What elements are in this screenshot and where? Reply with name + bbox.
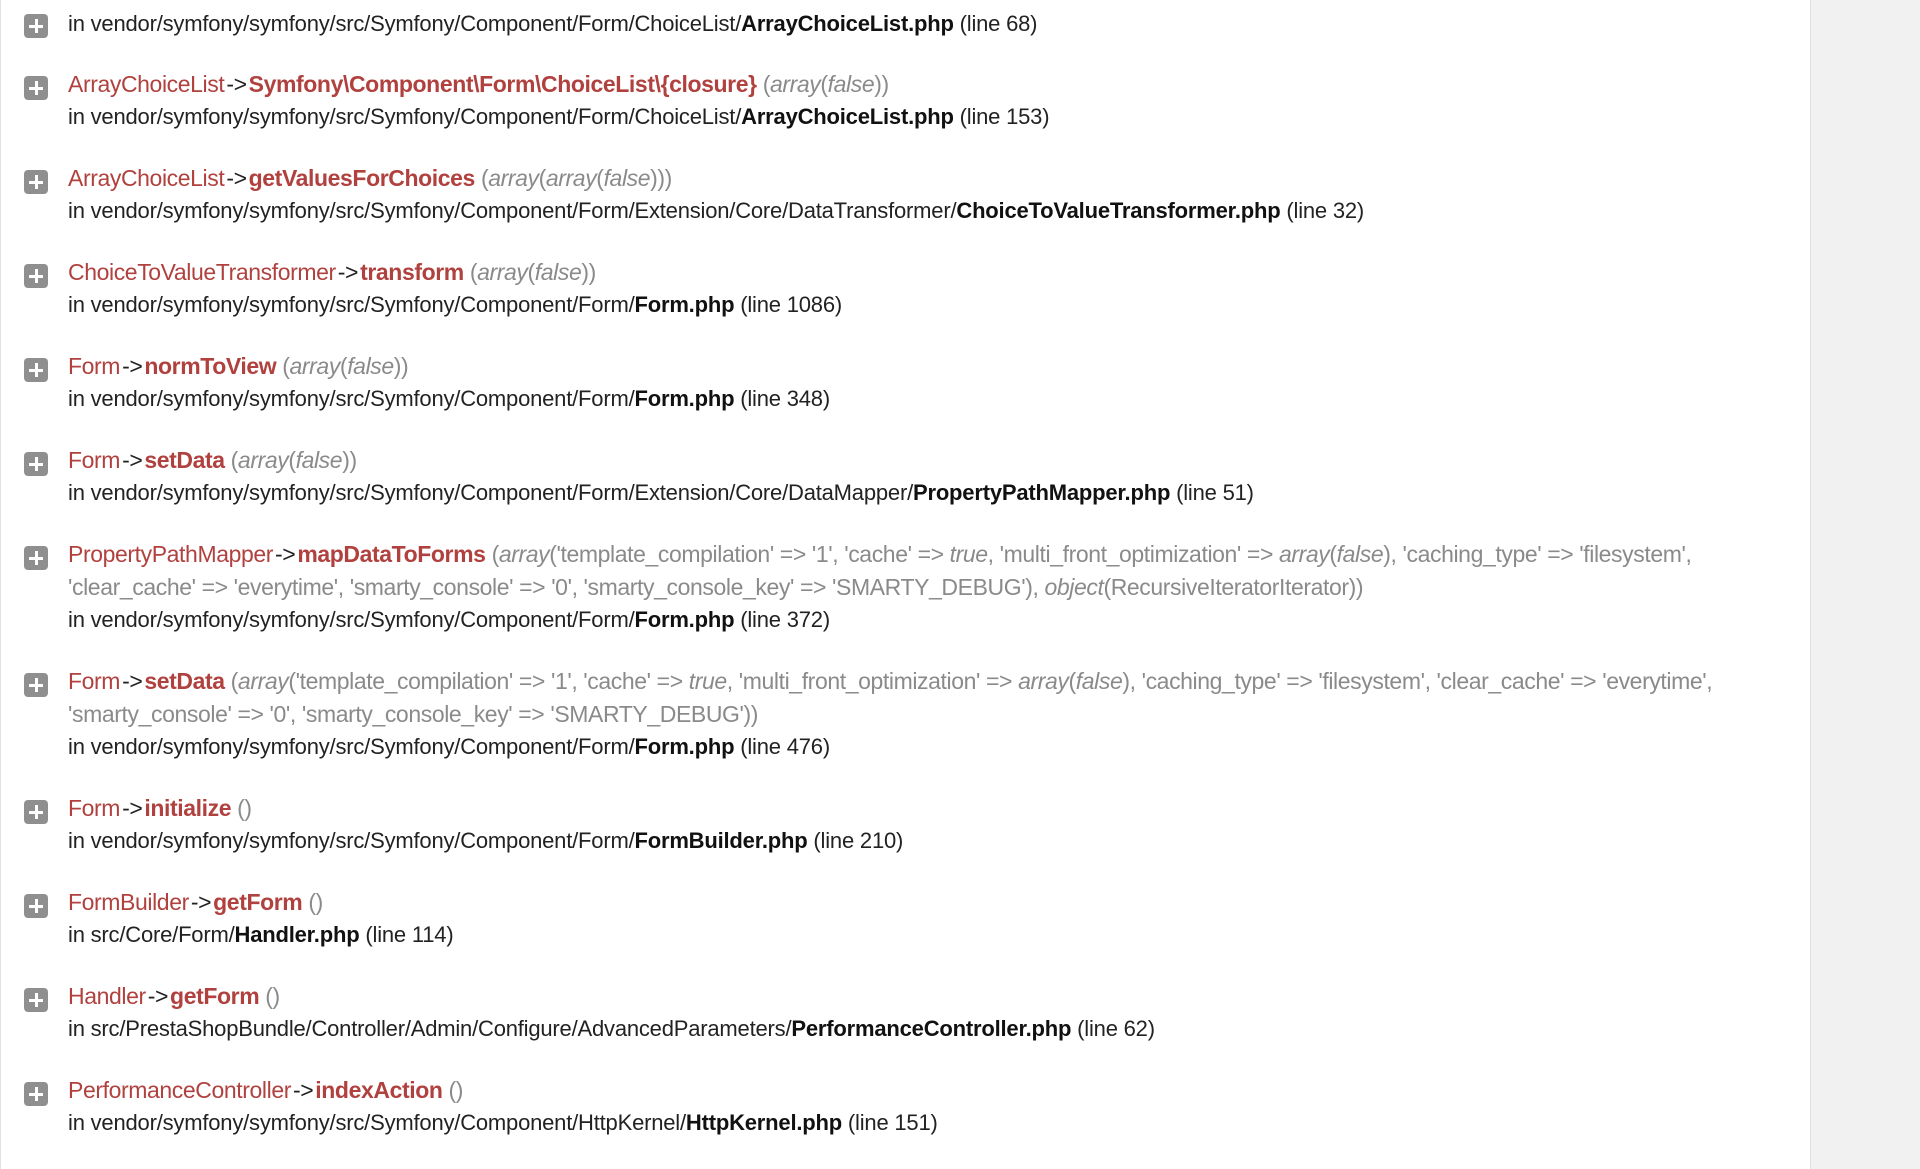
location-file[interactable]: HttpKernel.php xyxy=(685,1110,842,1135)
frame-location xyxy=(68,289,1790,321)
frame-class: FormBuilder xyxy=(68,889,189,915)
location-path: in vendor/symfony/symfony/src/Symfony/Component/Form/ xyxy=(68,607,635,632)
frame-method: setData xyxy=(144,447,225,473)
frame-method: normToView xyxy=(144,353,277,379)
expand-plus-icon[interactable] xyxy=(24,1082,48,1106)
location-path: in vendor/symfony/symfony/src/Symfony/Component/HttpKernel/ xyxy=(68,1110,686,1135)
expand-plus-icon[interactable] xyxy=(24,800,48,824)
location-file[interactable]: Form.php xyxy=(634,386,735,411)
frame-arrow: -> xyxy=(122,353,143,379)
trace-frame xyxy=(1,792,1810,857)
frame-location xyxy=(68,604,1790,636)
trace-frame xyxy=(1,444,1810,509)
expand-plus-icon[interactable] xyxy=(24,358,48,382)
frame-class: Handler xyxy=(68,983,146,1009)
frame-call xyxy=(68,350,1790,383)
frame-args: (array(array(false))) xyxy=(480,165,672,191)
trace-frame xyxy=(1,1074,1810,1139)
location-path: in vendor/symfony/symfony/src/Symfony/Component/Form/ChoiceList/ xyxy=(68,104,742,129)
frame-args: (array('template_compilation' => '1', 'cache' => true, 'multi_front_optimization' => array(false), 'caching_type' => 'filesystem', 'clear_cache' => 'everytime', 'smarty_console' => '0', 'smarty_console_key' => 'SMARTY_DEBUG')) xyxy=(68,668,1713,727)
location-file[interactable]: Form.php xyxy=(634,734,735,759)
location-line: (line 114) xyxy=(365,922,454,947)
trace-frame xyxy=(1,162,1810,227)
location-line: (line 51) xyxy=(1176,480,1254,505)
location-file[interactable]: PropertyPathMapper.php xyxy=(912,480,1171,505)
frame-arrow: -> xyxy=(337,259,359,285)
frame-method: mapDataToForms xyxy=(297,541,486,567)
location-line: (line 32) xyxy=(1286,198,1365,223)
expand-plus-icon[interactable] xyxy=(24,14,48,38)
location-file[interactable]: Form.php xyxy=(634,607,735,632)
location-file[interactable]: ArrayChoiceList.php xyxy=(741,104,954,129)
frame-arrow: -> xyxy=(292,1077,314,1103)
location-line: (line 1086) xyxy=(740,292,842,317)
location-line: (line 372) xyxy=(740,607,830,632)
expand-plus-icon[interactable] xyxy=(24,673,48,697)
trace-frame xyxy=(1,665,1810,763)
frame-args: () xyxy=(237,795,252,821)
frame-method: setData xyxy=(144,668,225,694)
frame-location xyxy=(68,825,1790,857)
location-file[interactable]: ArrayChoiceList.php xyxy=(741,11,954,36)
expand-plus-icon[interactable] xyxy=(24,76,48,100)
frame-args: (array(false)) xyxy=(230,447,357,473)
frame-arrow: -> xyxy=(226,165,247,191)
frame-location xyxy=(68,383,1790,415)
frame-method: transform xyxy=(360,259,464,285)
frame-method: Symfony\Component\Form\ChoiceList\{closure} xyxy=(248,71,757,97)
frame-arrow: -> xyxy=(275,541,296,567)
location-path: in vendor/symfony/symfony/src/Symfony/Component/Form/ xyxy=(68,828,635,853)
trace-frame xyxy=(1,538,1810,636)
location-file[interactable]: Form.php xyxy=(634,292,735,317)
frame-class: PropertyPathMapper xyxy=(68,541,274,567)
frame-location xyxy=(68,477,1790,509)
location-file[interactable]: FormBuilder.php xyxy=(634,828,808,853)
frame-args: (array(false)) xyxy=(282,353,409,379)
expand-plus-icon[interactable] xyxy=(24,170,48,194)
location-path: in vendor/symfony/symfony/src/Symfony/Component/Form/ChoiceList/ xyxy=(68,11,742,36)
location-file[interactable]: ChoiceToValueTransformer.php xyxy=(956,198,1281,223)
frame-call xyxy=(68,162,1790,195)
frame-class: Form xyxy=(68,353,121,379)
frame-arrow: -> xyxy=(122,447,143,473)
frame-class: PerformanceController xyxy=(68,1077,291,1103)
trace-frame xyxy=(1,256,1810,321)
location-file[interactable]: PerformanceController.php xyxy=(791,1016,1072,1041)
trace-frame xyxy=(1,8,1810,40)
frame-args: (array('template_compilation' => '1', 'cache' => true, 'multi_front_optimization' => array(false), 'caching_type' => 'filesystem', 'clear_cache' => 'everytime', 'smarty_console' => '0', 'smarty_console_key' => 'SMARTY_DEBUG'), object(RecursiveIteratorIterator)) xyxy=(68,541,1692,600)
frame-arrow: -> xyxy=(122,795,143,821)
location-path: in src/PrestaShopBundle/Controller/Admin/Configure/AdvancedParameters/ xyxy=(68,1016,792,1041)
frame-call xyxy=(68,256,1790,289)
frame-args: () xyxy=(448,1077,464,1103)
location-line: (line 348) xyxy=(740,386,830,411)
frame-call xyxy=(68,980,1790,1013)
frame-call xyxy=(68,792,1790,825)
frame-call xyxy=(68,886,1790,919)
frame-args: () xyxy=(265,983,280,1009)
frame-class: ChoiceToValueTransformer xyxy=(68,259,336,285)
trace-frame xyxy=(1,68,1810,133)
frame-call xyxy=(68,665,1790,731)
frame-class: Form xyxy=(68,447,121,473)
location-line: (line 68) xyxy=(959,11,1038,36)
frame-args: (array(false)) xyxy=(762,71,889,97)
location-line: (line 62) xyxy=(1077,1016,1155,1041)
frame-call xyxy=(68,68,1790,101)
frame-arrow: -> xyxy=(190,889,212,915)
frame-method: initialize xyxy=(144,795,232,821)
frame-location xyxy=(68,1013,1790,1045)
frame-class: Form xyxy=(68,668,121,694)
location-line: (line 153) xyxy=(959,104,1050,129)
frame-method: indexAction xyxy=(315,1077,443,1103)
frame-call xyxy=(68,1074,1790,1107)
location-line: (line 151) xyxy=(847,1110,938,1135)
location-path: in vendor/symfony/symfony/src/Symfony/Component/Form/ xyxy=(68,292,635,317)
location-line: (line 210) xyxy=(813,828,904,853)
frame-arrow: -> xyxy=(147,983,169,1009)
frame-location xyxy=(68,919,1790,951)
frame-class: ArrayChoiceList xyxy=(68,71,225,97)
frame-class: Form xyxy=(68,795,121,821)
frame-location xyxy=(68,731,1790,763)
location-file[interactable]: Handler.php xyxy=(234,922,360,947)
expand-plus-icon[interactable] xyxy=(24,546,48,570)
frame-class: ArrayChoiceList xyxy=(68,165,225,191)
expand-plus-icon[interactable] xyxy=(24,894,48,918)
trace-frame xyxy=(1,980,1810,1045)
frame-args: () xyxy=(308,889,323,915)
expand-plus-icon[interactable] xyxy=(24,452,48,476)
frame-location xyxy=(68,195,1790,227)
frame-arrow: -> xyxy=(226,71,247,97)
location-path: in vendor/symfony/symfony/src/Symfony/Component/Form/ xyxy=(68,386,635,411)
frame-call xyxy=(68,538,1790,604)
expand-plus-icon[interactable] xyxy=(24,264,48,288)
location-path: in vendor/symfony/symfony/src/Symfony/Component/Form/Extension/Core/DataTransformer/ xyxy=(68,198,957,223)
frame-method: getValuesForChoices xyxy=(248,165,475,191)
location-path: in vendor/symfony/symfony/src/Symfony/Component/Form/ xyxy=(68,734,635,759)
location-line: (line 476) xyxy=(740,734,830,759)
frame-location xyxy=(68,1107,1790,1139)
location-path: in src/Core/Form/ xyxy=(68,922,235,947)
trace-frame xyxy=(1,886,1810,951)
frame-method: getForm xyxy=(170,983,260,1009)
trace-frame xyxy=(1,350,1810,415)
frame-call xyxy=(68,444,1790,477)
frame-location xyxy=(68,8,1790,40)
frame-args: (array(false)) xyxy=(469,259,596,285)
location-path: in vendor/symfony/symfony/src/Symfony/Component/Form/Extension/Core/DataMapper/ xyxy=(68,480,913,505)
frame-method: getForm xyxy=(213,889,303,915)
expand-plus-icon[interactable] xyxy=(24,988,48,1012)
frame-arrow: -> xyxy=(122,668,143,694)
frame-location xyxy=(68,101,1790,133)
